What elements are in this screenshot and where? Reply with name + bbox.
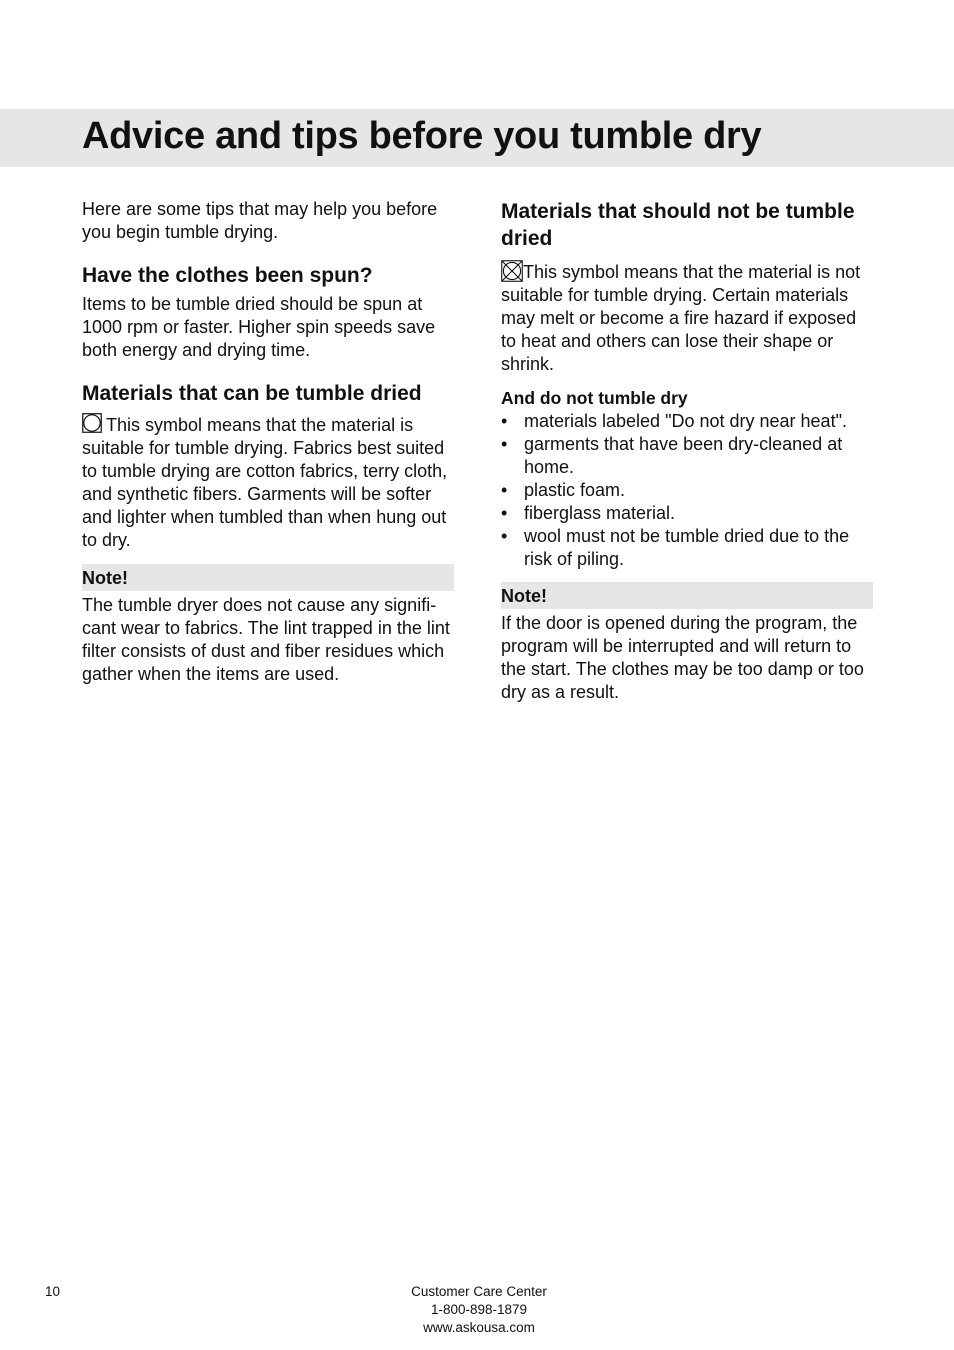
note-text: The tumble dryer does not cause any signifi-cant wear to fabrics. The lint trapped in the lint filter consists of dust and fiber residues which gather when the items are used. (82, 595, 450, 684)
not-tumble-text (501, 260, 873, 376)
can-tumble-text (82, 413, 454, 552)
tumble-dry-symbol-icon (82, 413, 102, 433)
bullet-icon: • (501, 411, 508, 431)
intro-text: Here are some tips that may help you before you begin tumble drying. (82, 199, 438, 242)
list-item: • materials labeled "Do not dry near heat". (501, 411, 847, 431)
note-label: Note! (82, 564, 454, 591)
bullet-icon: • (501, 503, 508, 523)
page-title: Advice and tips before you tumble dry (82, 115, 762, 157)
footer-contact (379, 1283, 579, 1337)
footer-line-care-center: Customer Care Center (411, 1284, 547, 1299)
not-tumble-description: This symbol means that the material is not suitable for tumble drying. Certain materials may melt or become a fire hazard if exposed to heat and others can lose their shape or shrink. (501, 262, 861, 374)
do-not-list-heading: And do not tumble dry (501, 388, 688, 408)
list-item: • garments that have been dry-cleaned at home. (501, 434, 843, 477)
can-tumble-description: This symbol means that the material is suitable for tumble drying. Fabrics best suited to tumble drying are cotton fabrics, terry cloth, and synthetic fibers. Garments will be softer and lighter when tumbled than when hung out to dry. (82, 415, 448, 550)
list-item: • wool must not be tumble dried due to the risk of piling. (501, 526, 850, 569)
page-number: 10 (45, 1284, 61, 1299)
bullet-icon: • (501, 526, 508, 546)
do-not-tumble-dry-symbol-icon (501, 260, 521, 280)
note-label: Note! (501, 582, 873, 609)
note-text: If the door is opened during the program, the program will be interrupted and will return to the start. The clothes may be too damp or too dry as a result. (501, 613, 864, 702)
bullet-icon: • (501, 480, 508, 500)
list-item: • plastic foam. (501, 480, 626, 500)
spun-text: Items to be tumble dried should be spun at 1000 rpm or faster. Higher spin speeds save both energy and drying time. (82, 294, 436, 360)
footer-website: www.askousa.com (423, 1320, 535, 1335)
bullet-icon: • (501, 434, 508, 454)
spun-heading: Have the clothes been spun? (82, 264, 373, 287)
right-column (501, 198, 873, 704)
can-tumble-heading: Materials that can be tumble dried (82, 382, 422, 405)
list-item: • fiberglass material. (501, 503, 676, 523)
left-column (82, 198, 454, 686)
not-tumble-heading: Materials that should not be tumble dried (501, 200, 855, 250)
do-not-list (501, 410, 873, 571)
footer-phone: 1-800-898-1879 (430, 1302, 528, 1317)
